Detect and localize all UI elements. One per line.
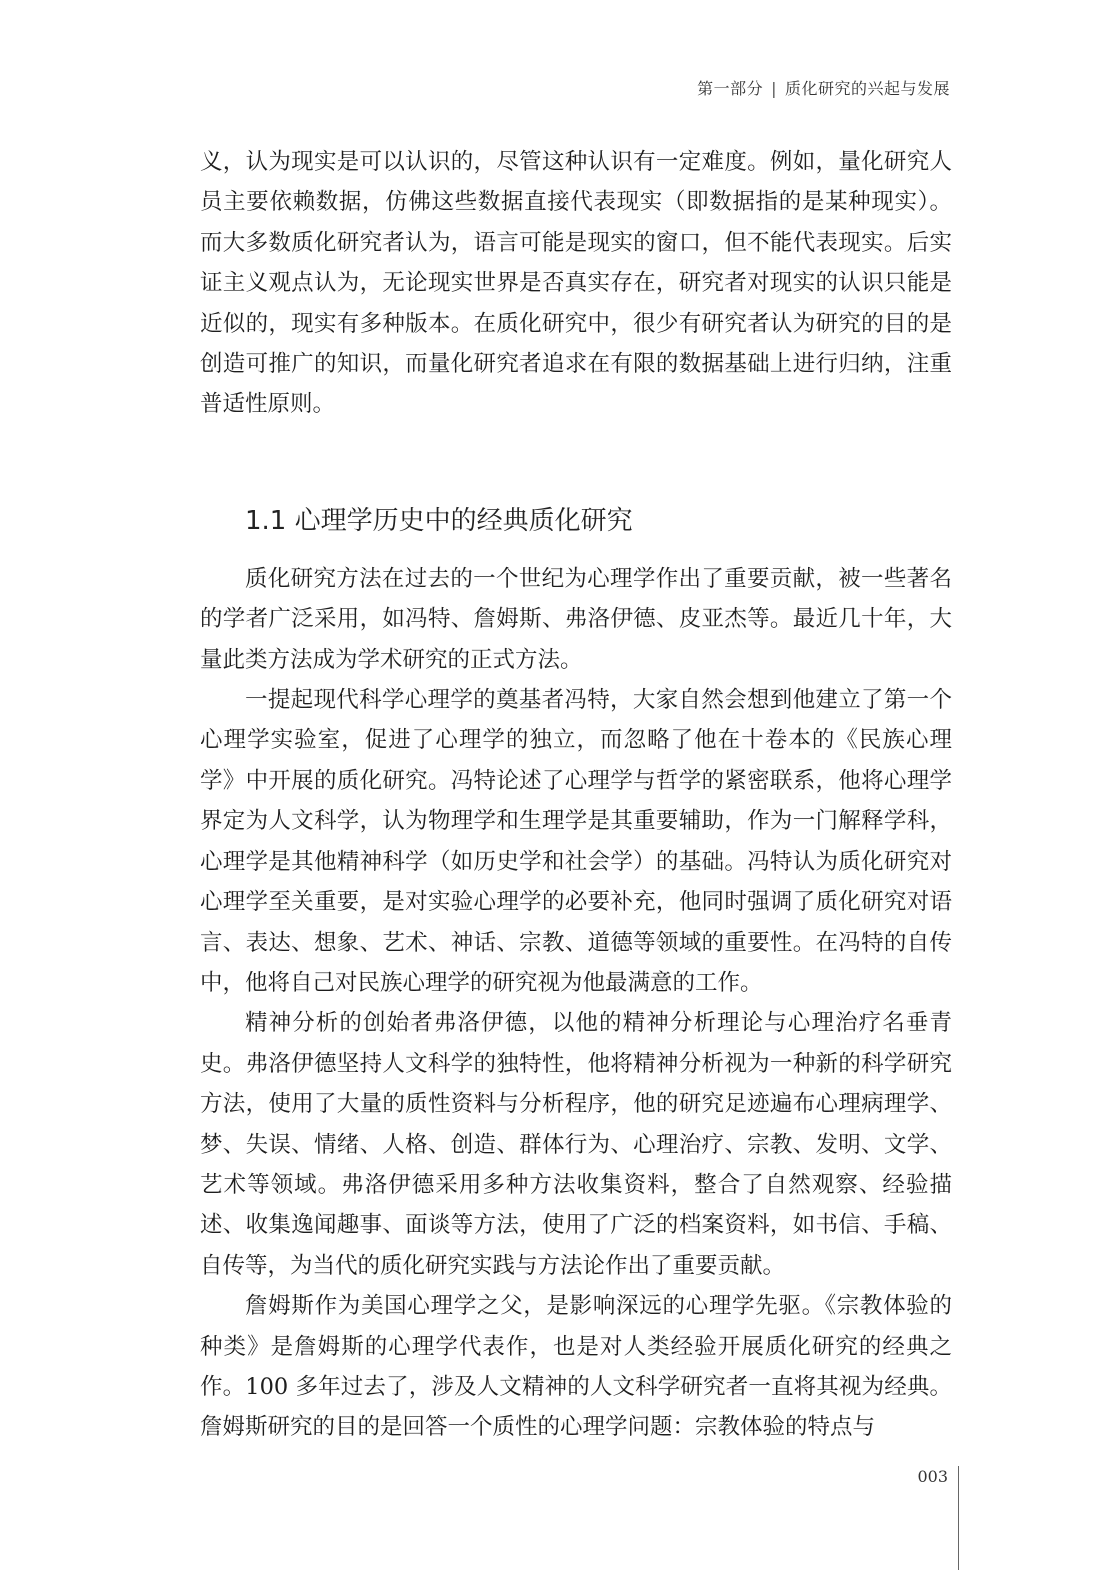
page-body	[200, 142, 952, 1448]
margin-rule	[958, 1466, 959, 1570]
header-chapter-title: 质化研究的兴起与发展	[784, 79, 950, 98]
header-separator: |	[771, 79, 777, 98]
paragraph-james: 詹姆斯作为美国心理学之父，是影响深远的心理学先驱。《宗教体验的种类》是詹姆斯的心理学代表作，也是对人类经验开展质化研究的经典之作。100 多年过去了，涉及人文精神的人文科学研究者一直将其视为经典。詹姆斯研究的目的是回答一个质性的心理学问题：宗教体验的特点与	[200, 1293, 952, 1441]
paragraph-wundt: 一提起现代科学心理学的奠基者冯特，大家自然会想到他建立了第一个心理学实验室，促进了心理学的独立，而忽略了他在十卷本的《民族心理学》中开展的质化研究。冯特论述了心理学与哲学的紧密联系，他将心理学界定为人文科学，认为物理学和生理学是其重要辅助，作为一门解释学科，心理学是其他精神科学（如历史学和社会学）的基础。冯特认为质化研究对心理学至关重要，是对实验心理学的必要补充，他同时强调了质化研究对语言、表达、想象、艺术、神话、宗教、道德等领域的重要性。在冯特的自传中，他将自己对民族心理学的研究视为他最满意的工作。	[200, 687, 952, 996]
running-header	[697, 76, 950, 99]
header-part: 第一部分	[697, 79, 764, 98]
paragraph-continued: 义，认为现实是可以认识的，尽管这种认识有一定难度。例如，量化研究人员主要依赖数据，仿佛这些数据直接代表现实（即数据指的是某种现实）。而大多数质化研究者认为，语言可能是现实的窗口，但不能代表现实。后实证主义观点认为，无论现实世界是否真实存在，研究者对现实的认识只能是近似的，现实有多种版本。在质化研究中，很少有研究者认为研究的目的是创造可推广的知识，而量化研究者追求在有限的数据基础上进行归纳，注重普适性原则。	[200, 149, 952, 418]
paragraph-freud: 精神分析的创始者弗洛伊德，以他的精神分析理论与心理治疗名垂青史。弗洛伊德坚持人文科学的独特性，他将精神分析视为一种新的科学研究方法，使用了大量的质性资料与分析程序，他的研究足迹遍布心理病理学、梦、失误、情绪、人格、创造、群体行为、心理治疗、宗教、发明、文学、艺术等领域。弗洛伊德采用多种方法收集资料，整合了自然观察、经验描述、收集逸闻趣事、面谈等方法，使用了广泛的档案资料，如书信、手稿、自传等，为当代的质化研究实践与方法论作出了重要贡献。	[200, 1010, 952, 1279]
page-number: 003	[917, 1467, 948, 1486]
section-heading: 1.1 心理学历史中的经典质化研究	[245, 505, 633, 536]
paragraph-intro: 质化研究方法在过去的一个世纪为心理学作出了重要贡献，被一些著名的学者广泛采用，如冯特、詹姆斯、弗洛伊德、皮亚杰等。最近几十年，大量此类方法成为学术研究的正式方法。	[200, 565, 952, 673]
